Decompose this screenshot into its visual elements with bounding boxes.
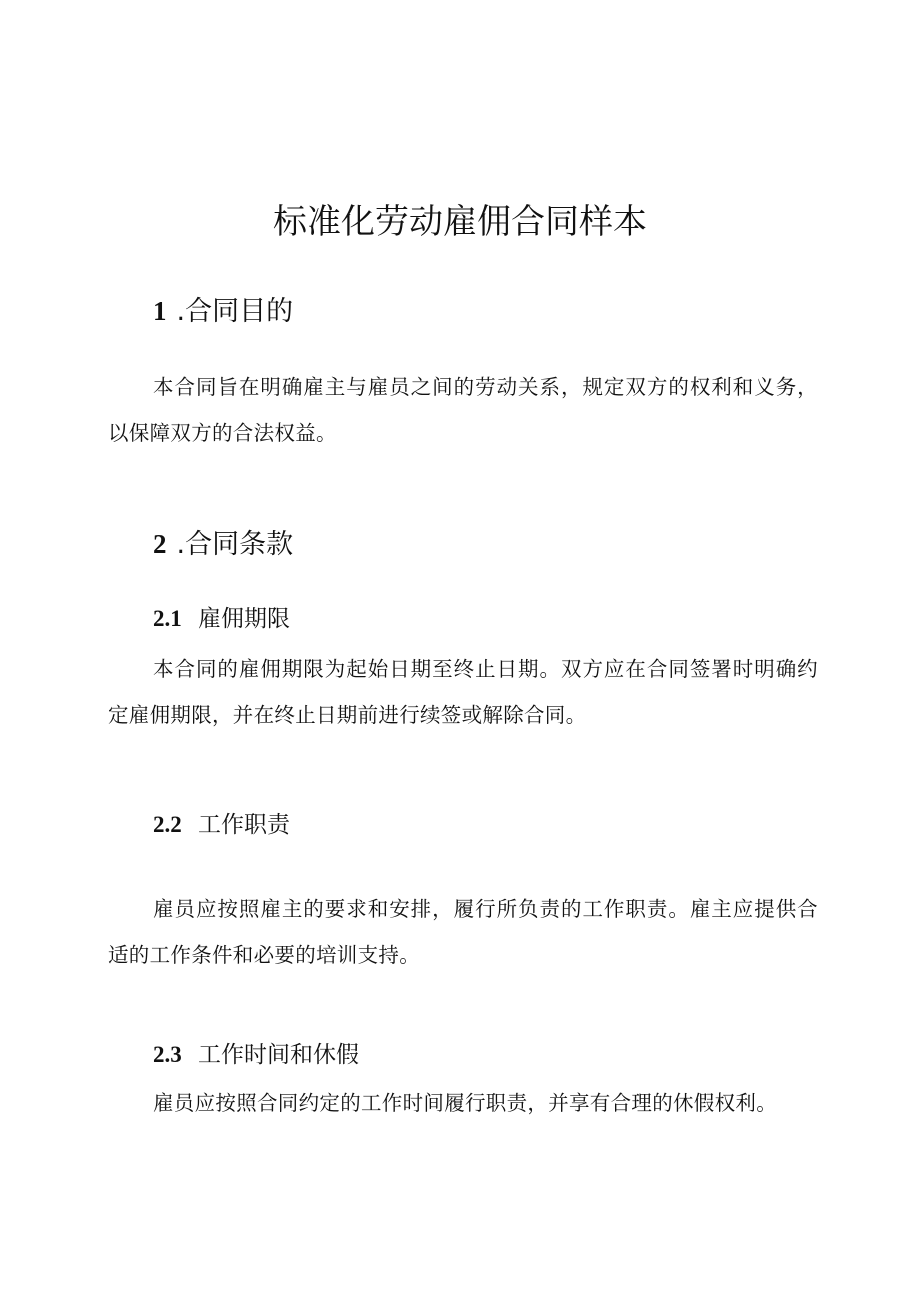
subsection-2-3-number: 2.3 <box>153 1042 182 1067</box>
section-1-paragraph: 本合同旨在明确雇主与雇员之间的劳动关系，规定双方的权利和义务，以保障双方的合法权益。 <box>108 375 818 445</box>
subsection-2-3-heading <box>153 1037 359 1073</box>
document-title: 标准化劳动雇佣合同样本 <box>273 201 647 242</box>
section-2-heading <box>153 524 293 565</box>
section-1-heading <box>153 291 293 332</box>
subsection-2-2-number: 2.2 <box>153 812 182 837</box>
section-2-title: .合同条款 <box>176 529 294 560</box>
subsection-2-1-number: 2.1 <box>153 606 182 631</box>
subsection-2-3-title: 工作时间和休假 <box>198 1042 359 1068</box>
subsection-2-1-title: 雇佣期限 <box>198 606 290 632</box>
section-2-number: 2 <box>153 529 167 559</box>
section-1-title: .合同目的 <box>176 296 294 327</box>
subsection-2-1-heading <box>153 601 290 637</box>
subsection-2-2-heading <box>153 807 290 843</box>
subsection-2-3-paragraph: 雇员应按照合同约定的工作时间履行职责，并享有合理的休假权利。 <box>153 1091 777 1115</box>
subsection-2-2-title: 工作职责 <box>198 812 290 838</box>
subsection-2-2-paragraph: 雇员应按照雇主的要求和安排，履行所负责的工作职责。雇主应提供合适的工作条件和必要的培训支持。 <box>108 897 818 967</box>
subsection-2-1-paragraph: 本合同的雇佣期限为起始日期至终止日期。双方应在合同签署时明确约定雇佣期限，并在终止日期前进行续签或解除合同。 <box>108 657 818 727</box>
section-1-number: 1 <box>153 296 167 326</box>
